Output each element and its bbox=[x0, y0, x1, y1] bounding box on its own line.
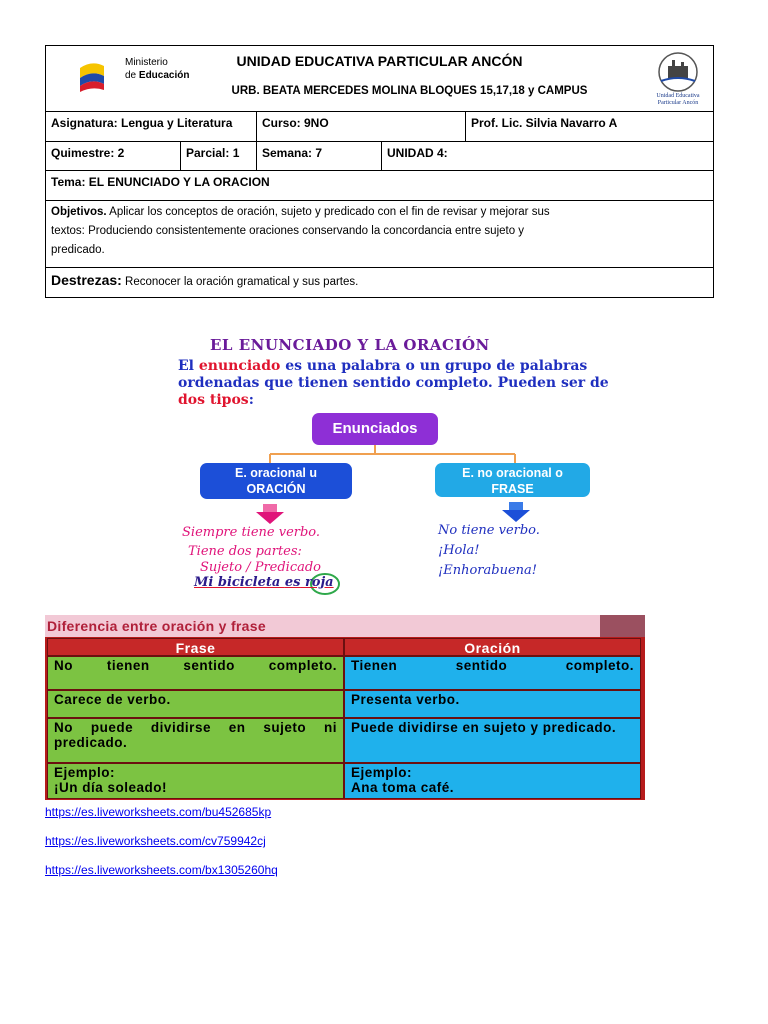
row-subject bbox=[46, 112, 713, 142]
worksheet-link-2[interactable]: https://es.liveworksheets.com/cv759942cj bbox=[45, 834, 266, 848]
def-part-2: enunciado bbox=[198, 358, 281, 374]
pink-arrow-icon bbox=[256, 504, 284, 524]
oracion-cell: Puede dividirse en sujeto y predicado. bbox=[344, 718, 641, 763]
worksheet-links bbox=[45, 804, 278, 891]
school-logo bbox=[647, 51, 709, 105]
header-oracion: Oración bbox=[344, 638, 641, 656]
cell-semana: Semana: 7 bbox=[257, 142, 382, 170]
right-item-1: No tiene verbo. bbox=[438, 523, 540, 538]
oracion-example-label: Ejemplo: bbox=[351, 765, 413, 780]
right-item-3: ¡Enhorabuena! bbox=[438, 563, 537, 578]
logo-caption-1: Unidad Educativa bbox=[656, 93, 700, 99]
table-row bbox=[47, 763, 641, 799]
frase-cell bbox=[47, 656, 344, 690]
frase-cell bbox=[47, 718, 344, 763]
right-item-2: ¡Hola! bbox=[438, 543, 480, 558]
cell-parcial: Parcial: 1 bbox=[181, 142, 257, 170]
header-frase: Frase bbox=[47, 638, 344, 656]
frase-text: No tienen sentido completo. bbox=[54, 658, 337, 673]
no-oracional-box bbox=[435, 463, 590, 497]
cell-unidad: UNIDAD 4: bbox=[387, 146, 448, 160]
row-destrezas bbox=[46, 268, 713, 297]
row-tema bbox=[46, 171, 713, 201]
ministry-line-2 bbox=[125, 69, 189, 82]
def-part-4: dos tipos bbox=[178, 392, 249, 408]
example-sentence bbox=[194, 575, 334, 590]
cell-curso: Curso: 9NO bbox=[257, 112, 466, 141]
table-row bbox=[47, 690, 641, 718]
oracional-line-1: E. oracional u bbox=[235, 466, 317, 480]
left-item-1: Siempre tiene verbo. bbox=[182, 525, 321, 540]
enunciado-infographic bbox=[170, 330, 630, 605]
row-period bbox=[46, 142, 713, 171]
ministry-line-1: Ministerio bbox=[125, 57, 168, 68]
worksheet-link-1[interactable]: https://es.liveworksheets.com/bu452685kp bbox=[45, 805, 272, 819]
def-part-3: es una palabra o un grupo de palabras ordenadas que tienen sentido completo. Pueden ser de bbox=[178, 358, 609, 391]
cell-profesor: Prof. Lic. Silvia Navarro A bbox=[471, 116, 618, 130]
difference-grid bbox=[47, 638, 641, 799]
school-address: URB. BEATA MERCEDES MOLINA BLOQUES 15,17,18 y CAMPUS bbox=[231, 85, 588, 97]
oracion-text: Tienen sentido completo. bbox=[351, 658, 634, 673]
no-oracional-line-2: FRASE bbox=[491, 482, 534, 496]
table-row bbox=[47, 656, 641, 690]
example-post: roja bbox=[300, 575, 334, 590]
frase-cell bbox=[47, 763, 344, 799]
def-part-1: El bbox=[178, 358, 199, 374]
oracional-box bbox=[200, 463, 352, 499]
oracional-line-2: ORACIÓN bbox=[246, 482, 306, 496]
table-header-row bbox=[47, 638, 641, 656]
ministry-bold: Educación bbox=[138, 70, 190, 81]
left-item-2: Tiene dos partes: bbox=[188, 544, 302, 559]
cell-quimestre: Quimestre: 2 bbox=[46, 142, 181, 170]
school-name: UNIDAD EDUCATIVA PARTICULAR ANCÓN bbox=[236, 53, 523, 69]
row-objetivos bbox=[46, 201, 713, 268]
frase-text: No puede dividirse en sujeto ni predicado. bbox=[54, 720, 337, 750]
oracion-cell bbox=[344, 656, 641, 690]
frase-cell: Carece de verbo. bbox=[47, 690, 344, 718]
left-item-3: Sujeto / Predicado bbox=[200, 560, 322, 575]
school-emblem-icon bbox=[647, 51, 709, 105]
objetivos-text: Aplicar los conceptos de oración, sujeto y predicado con el fin de revisar y mejorar sus textos: Produciendo consistentemente oraciones conservando la concordancia entre sujeto y predicado. bbox=[51, 206, 550, 256]
example-verb: es bbox=[284, 575, 301, 590]
logo-caption-2: Particular Ancón bbox=[657, 100, 699, 105]
cell-objetivos bbox=[46, 201, 562, 267]
frase-example-label: Ejemplo: bbox=[54, 765, 116, 780]
no-oracional-line-1: E. no oracional o bbox=[462, 466, 563, 480]
difference-table bbox=[45, 615, 645, 800]
header-table bbox=[45, 45, 714, 298]
destrezas-text: Reconocer la oración gramatical y sus partes. bbox=[121, 276, 359, 288]
oracion-cell: Presenta verbo. bbox=[344, 690, 641, 718]
enunciados-box: Enunciados bbox=[312, 413, 438, 445]
objetivos-label: Objetivos. bbox=[51, 206, 107, 218]
frase-example: ¡Un día soleado! bbox=[54, 780, 168, 795]
cell-tema: Tema: EL ENUNCIADO Y LA ORACION bbox=[51, 175, 270, 189]
def-part-5: : bbox=[248, 392, 254, 408]
oracion-cell bbox=[344, 763, 641, 799]
difference-title-accent bbox=[600, 615, 645, 637]
destrezas-label: Destrezas: bbox=[51, 272, 122, 288]
table-row bbox=[47, 718, 641, 763]
cell-destrezas bbox=[46, 268, 713, 297]
ministry-prefix: de bbox=[125, 70, 139, 81]
header-top bbox=[46, 46, 713, 112]
example-pre: Mi bicicleta bbox=[194, 575, 285, 590]
worksheet-link-3[interactable]: https://es.liveworksheets.com/bx1305260hq bbox=[45, 863, 278, 877]
difference-title: Diferencia entre oración y frase bbox=[45, 615, 602, 637]
infographic-title: EL ENUNCIADO Y LA ORACIÓN bbox=[210, 336, 490, 354]
oracion-example: Ana toma café. bbox=[351, 780, 455, 795]
cell-asignatura: Asignatura: Lengua y Literatura bbox=[46, 112, 257, 141]
blue-arrow-icon bbox=[502, 502, 530, 522]
